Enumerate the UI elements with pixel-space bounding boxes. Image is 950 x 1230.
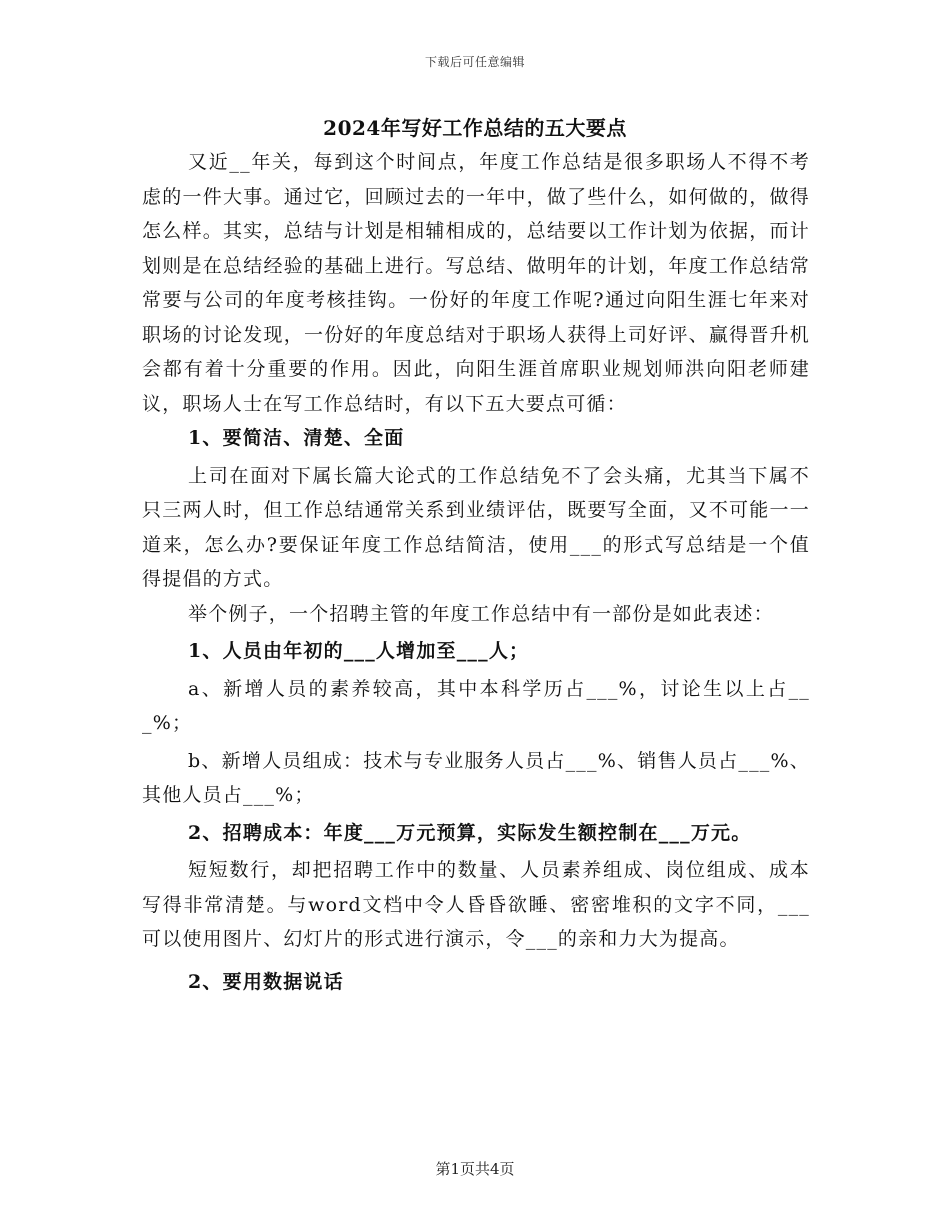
header-note: 下载后可任意编辑 — [424, 55, 525, 69]
example-item-b: b、新增人员组成：技术与专业服务人员占___%、销售人员占___%、其他人员占___%； — [142, 749, 810, 806]
paragraph-summary: 短短数行，却把招聘工作中的数量、人员素养组成、岗位组成、成本写得非常清楚。与word文档中令人昏昏欲睡、密密堆积的文字不同，___可以使用图片、幻灯片的形式进行演示，令___的亲和力大为提高。 — [142, 859, 810, 950]
paragraph-example-intro: 举个例子，一个招聘主管的年度工作总结中有一部份是如此表述： — [188, 602, 774, 625]
example-item-a: a、新增人员的素养较高，其中本科学历占___%，讨论生以上占___%； — [142, 677, 810, 734]
document-title: 2024年写好工作总结的五大要点 — [323, 116, 627, 140]
example-heading-1: 1、人员由年初的___人增加至___人； — [188, 640, 530, 662]
section-heading-2: 2、要用数据说话 — [188, 970, 344, 993]
paragraph-simplicity: 上司在面对下属长篇大论式的工作总结免不了会头痛，尤其当下属不只三两人时，但工作总结通常关系到业绩评估，既要写全面，又不可能一一道来，怎么办?要保证年度工作总结简洁，使用___的形式写总结是一个值得提倡的方式。 — [142, 464, 810, 590]
document-body — [142, 145, 810, 999]
page-number: 第1页共4页 — [435, 1160, 515, 1178]
section-heading-1: 1、要简洁、清楚、全面 — [188, 427, 405, 449]
intro-paragraph: 又近__年关，每到这个时间点，年度工作总结是很多职场人不得不考虑的一件大事。通过它，回顾过去的一年中，做了些什么，如何做的，做得怎么样。其实，总结与计划是相辅相成的，总结要以工作计划为依据，而计划则是在总结经验的基础上进行。写总结、做明年的计划，年度工作总结常常要与公司的年度考核挂钩。一份好的年度工作呢?通过向阳生涯七年来对职场的讨论发现，一份好的年度总结对于职场人获得上司好评、赢得晋升机会都有着十分重要的作用。因此，向阳生涯首席职业规划师洪向阳老师建议，职场人士在写工作总结时，有以下五大要点可循： — [142, 151, 810, 415]
example-heading-2: 2、招聘成本：年度___万元预算，实际发生额控制在___万元。 — [188, 821, 752, 844]
